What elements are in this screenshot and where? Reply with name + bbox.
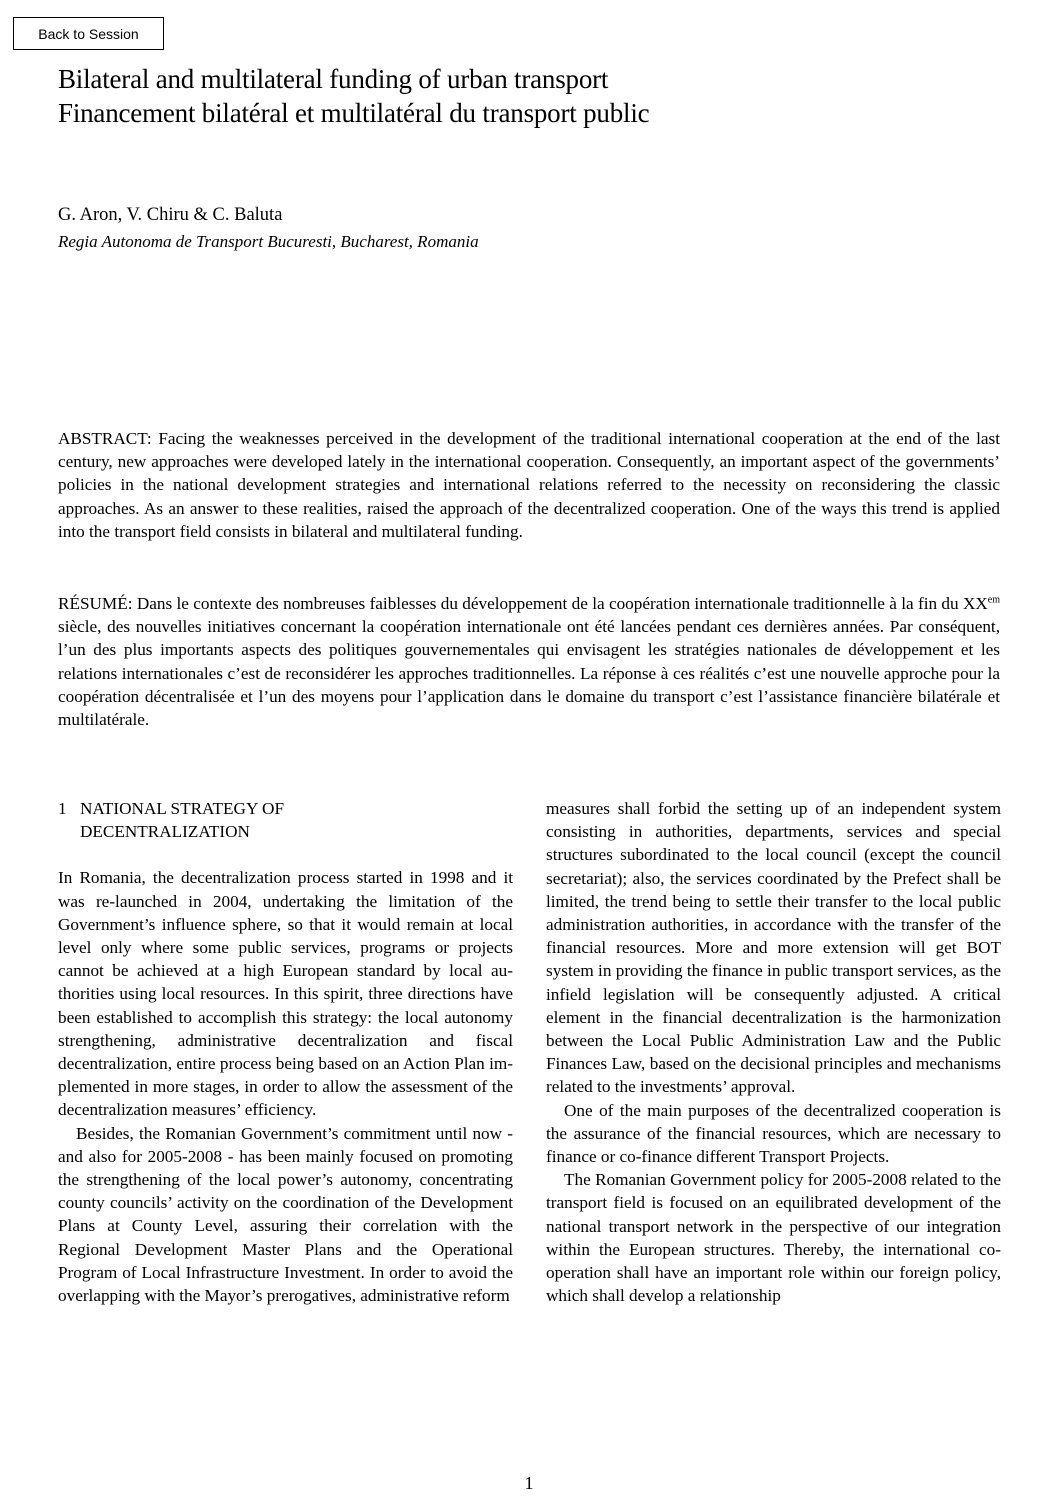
paper-title	[58, 62, 1018, 130]
right-column	[546, 797, 1001, 1307]
abstract	[58, 427, 1000, 543]
section-title: NATIONAL STRATEGY OF DECENTRALIZATION	[80, 799, 285, 842]
abstract-label: ABSTRACT:	[58, 429, 152, 448]
resume-superscript: em	[987, 594, 1001, 606]
paragraph-5: The Romanian Government policy for 2005-2008 related to the transport field is focused on an equilibrated development of the national transport network in the perspective of our integration within the European structures. Thereby, the international cooperation shall have an important role within our foreign policy, which shall develop a relationship	[546, 1170, 1001, 1306]
resume	[58, 592, 1000, 731]
resume-label: RÉSUMÉ:	[58, 594, 133, 613]
section-heading	[58, 797, 513, 843]
section-number: 1	[58, 799, 67, 818]
affiliation: Regia Autonoma de Transport Bucuresti, Bucharest, Romania	[58, 232, 479, 251]
left-column	[58, 797, 513, 1307]
paragraph-4: One of the main purposes of the decentralized cooperation is the assurance of the financial resources, which are necessary to finance or co-finance different Transport Projects.	[546, 1100, 1001, 1167]
back-to-session-button[interactable]: Back to Session	[13, 17, 164, 50]
title-english: Bilateral and multilateral funding of urban transport	[58, 64, 609, 94]
title-french: Financement bilatéral et multilatéral du transport public	[58, 98, 650, 128]
paragraph-1: In Romania, the decentralization process started in 1998 and it was re-launched in 2004, undertaking the limitation of the Government’s influence sphere, so that it would remain at local level only where some public services, programs or projects cannot be achieved at a high European standard by local authorities using local resources. In this spirit, three directions have been established to accomplish this strategy: the local autonomy strengthening, administrative decentralization and fiscal decentralization, entire process being based on an Action Plan implemented in more stages, in order to allow the assessment of the decentralization measures’ efficiency.	[58, 868, 513, 1120]
paragraph-2: Besides, the Romanian Government’s commitment until now - and also for 2005-2008 - has been mainly focused on promoting the strengthening of the local power’s autonomy, concentrating county councils’ activity on the coordination of the Development Plans at County Level, assuring their correlation with the Regional Development Master Plans and the Operational Program of Local Infrastructure Investment. In order to avoid the overlapping with the Mayor’s prerogatives, administrative reform	[58, 1123, 513, 1306]
abstract-text: Facing the weaknesses perceived in the development of the traditional international cooperation at the end of the last century, new approaches were developed lately in the international cooperation. Consequently, an important aspect of the governments’ policies in the national development strategies and international relations referred to the necessity on reconsidering the classic approaches. As an answer to these realities, raised the approach of the decentralized cooperation. One of the ways this trend is applied into the transport field consists in bilateral and multilateral funding.	[58, 429, 1000, 541]
paragraph-3: measures shall forbid the setting up of an independent system consisting in authorities, departments, services and special structures subordinated to the local council (except the council secretariat); also, the services coordinated by the Prefect shall be limited, the trend being to settle their transfer to the local public administration authorities, in accordance with the transfer of the financial resources. More and more extension will get BOT system in providing the finance in public transport services, as the infield legislation will be consequently adjusted. A critical element in the financial decentralization is the harmonization between the Local Public Administration Law and the Public Finances Law, based on the decisional principles and mechanisms related to the investments’ approval.	[546, 799, 1001, 1097]
resume-text-1: Dans le contexte des nombreuses faiblesses du développement de la coopération internationale traditionnelle à la fin du XX	[136, 594, 988, 613]
page-number: 1	[524, 1473, 534, 1493]
resume-text-2: siècle, des nouvelles initiatives concernant la coopération internationale ont été lancées pendant ces dernières années. Par conséquent, l’un des plus importants aspects des politiques gouvernementales qui envisagent les stratégies nationales de développement et les relations internationales c’est de reconsidérer les approches traditionnelles. La réponse à ces réalités c’est une nouvelle approche pour la coopération décentralisée et l’un des moyens pour l’application dans le domaine du transport c’est l’assistance financière bilatérale et multilatérale.	[58, 617, 1000, 730]
authors: G. Aron, V. Chiru & C. Baluta	[58, 205, 283, 225]
